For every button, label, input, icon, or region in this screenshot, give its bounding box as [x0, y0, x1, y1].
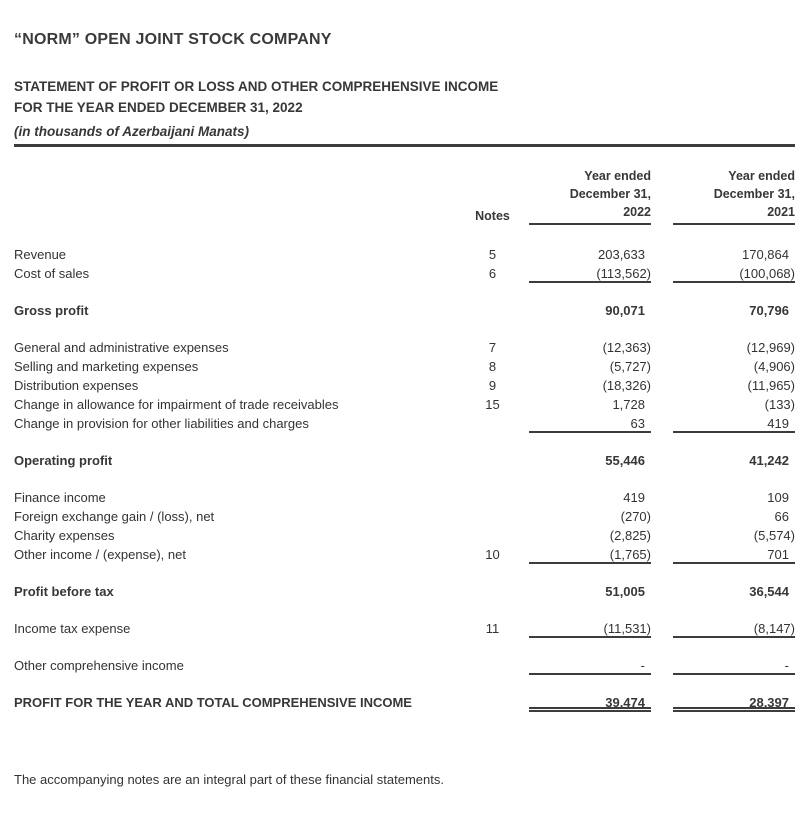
row-note: 8 — [488, 359, 497, 374]
row-label: Selling and marketing expenses — [14, 359, 199, 374]
row-label: General and administrative expenses — [14, 340, 229, 355]
table-row — [14, 357, 795, 376]
row-value-2022: 203,633 — [598, 247, 645, 262]
row-note: 6 — [488, 266, 497, 281]
table-row — [14, 619, 795, 638]
year-2022-line1: Year ended — [584, 169, 651, 183]
header-rule — [14, 144, 795, 147]
row-value-2022: (5,727) — [609, 359, 651, 374]
row-note: 7 — [488, 340, 497, 355]
year-2022-line3: 2022 — [623, 205, 651, 219]
row-value-2021: 70,796 — [749, 303, 789, 318]
row-value-2022: (113,562) — [529, 264, 651, 283]
table-row — [14, 656, 795, 675]
statement-title — [14, 76, 795, 118]
table-row — [14, 338, 795, 357]
year-2021-column-header — [673, 167, 795, 225]
row-value-2022: 1,728 — [612, 397, 645, 412]
units-note: (in thousands of Azerbaijani Manats) — [14, 124, 250, 139]
row-value-2021: (12,969) — [746, 340, 795, 355]
table-row — [14, 301, 795, 320]
table-row — [14, 395, 795, 414]
row-value-2022: 51,005 — [605, 584, 645, 599]
row-label: Operating profit — [14, 453, 113, 468]
row-value-2021: - — [673, 656, 795, 675]
row-label: PROFIT FOR THE YEAR AND TOTAL COMPREHENSIVE INCOME — [14, 695, 412, 710]
year-2022-column-header — [529, 167, 651, 225]
row-label: Income tax expense — [14, 621, 131, 636]
row-value-2022: 39,474 — [529, 693, 651, 712]
row-note: 10 — [485, 547, 500, 562]
row-value-2022: (2,825) — [609, 528, 651, 543]
row-value-2022: (11,531) — [529, 619, 651, 638]
footer-note: The accompanying notes are an integral part of these financial statements. — [14, 772, 444, 787]
year-2021-line2: December 31, — [713, 187, 795, 201]
year-2021-line1: Year ended — [728, 169, 795, 183]
table-rows — [14, 245, 795, 712]
row-value-2021: 28,397 — [673, 693, 795, 712]
row-value-2021: (11,965) — [747, 378, 795, 393]
row-label: Foreign exchange gain / (loss), net — [14, 509, 215, 524]
table-row — [14, 264, 795, 283]
statement-title-line1: STATEMENT OF PROFIT OR LOSS AND OTHER COMPREHENSIVE INCOME — [14, 79, 499, 94]
row-label: Other comprehensive income — [14, 658, 184, 673]
row-label: Other income / (expense), net — [14, 547, 186, 562]
row-value-2021: (4,906) — [753, 359, 795, 374]
row-value-2022: (18,326) — [602, 378, 651, 393]
row-label: Change in provision for other liabilities and charges — [14, 416, 309, 431]
row-note: 11 — [485, 621, 500, 636]
year-2022-line2: December 31, — [569, 187, 651, 201]
row-value-2021: 701 — [673, 545, 795, 564]
table-row — [14, 414, 795, 433]
row-note: 9 — [488, 378, 497, 393]
row-value-2022: 90,071 — [605, 303, 645, 318]
row-value-2021: 41,242 — [749, 453, 789, 468]
year-2021-line3: 2021 — [767, 205, 795, 219]
row-value-2022: (270) — [620, 509, 651, 524]
table-row — [14, 526, 795, 545]
row-value-2021: (100,068) — [673, 264, 795, 283]
row-value-2021: 36,544 — [749, 584, 789, 599]
row-label: Revenue — [14, 247, 67, 262]
row-label: Profit before tax — [14, 584, 114, 599]
table-row — [14, 582, 795, 601]
table-row — [14, 545, 795, 564]
row-value-2022: 55,446 — [605, 453, 645, 468]
statement-title-line2: FOR THE YEAR ENDED DECEMBER 31, 2022 — [14, 100, 303, 115]
table-row — [14, 451, 795, 470]
table-row — [14, 693, 795, 712]
row-value-2021: (8,147) — [673, 619, 795, 638]
notes-column-header: Notes — [475, 209, 510, 223]
row-value-2022: 419 — [623, 490, 645, 505]
row-value-2022: 63 — [529, 414, 651, 433]
table-header — [14, 167, 795, 225]
row-label: Cost of sales — [14, 266, 90, 281]
table-row — [14, 507, 795, 526]
row-value-2022: (1,765) — [529, 545, 651, 564]
row-value-2022: - — [529, 656, 651, 675]
table-row — [14, 376, 795, 395]
row-note: 15 — [485, 397, 500, 412]
row-note: 5 — [488, 247, 497, 262]
row-label: Gross profit — [14, 303, 89, 318]
table-row — [14, 245, 795, 264]
row-label: Finance income — [14, 490, 106, 505]
row-value-2021: 66 — [774, 509, 789, 524]
row-label: Change in allowance for impairment of trade receivables — [14, 397, 339, 412]
row-label: Distribution expenses — [14, 378, 139, 393]
row-value-2021: (133) — [764, 397, 795, 412]
company-name: “NORM” OPEN JOINT STOCK COMPANY — [14, 31, 332, 48]
row-value-2022: (12,363) — [602, 340, 651, 355]
row-value-2021: 419 — [673, 414, 795, 433]
table-row — [14, 488, 795, 507]
row-label: Charity expenses — [14, 528, 115, 543]
row-value-2021: (5,574) — [753, 528, 795, 543]
row-value-2021: 109 — [767, 490, 789, 505]
row-value-2021: 170,864 — [742, 247, 789, 262]
